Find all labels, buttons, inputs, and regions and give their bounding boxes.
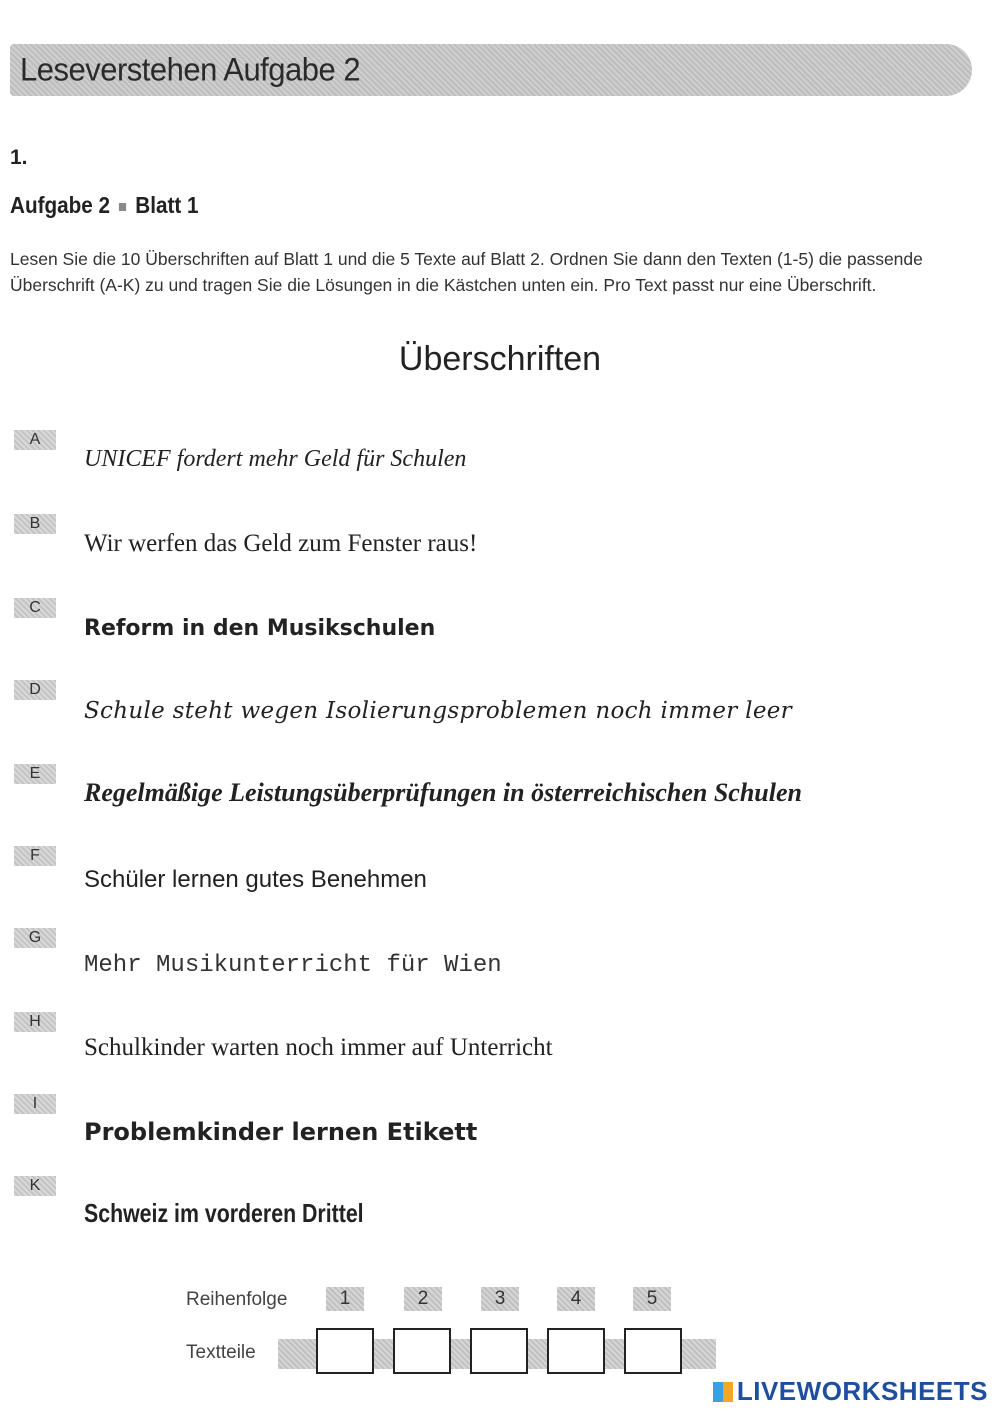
headline-a: UNICEF fordert mehr Geld für Schulen — [84, 446, 467, 472]
answer-box-3[interactable] — [470, 1328, 528, 1374]
headline-g: Mehr Musikunterricht für Wien — [84, 952, 502, 979]
task-heading — [10, 192, 199, 219]
headings-title: Überschriften — [398, 340, 602, 378]
order-number-5: 5 — [633, 1287, 671, 1311]
square-bullet-icon — [119, 203, 126, 211]
letter-label-k: K — [14, 1176, 56, 1196]
headline-b: Wir werfen das Geld zum Fenster raus! — [84, 530, 478, 557]
logo-text: LIVEWORKSHEETS — [736, 1376, 988, 1406]
order-label: Reihenfolge — [186, 1289, 288, 1310]
letter-label-h: H — [14, 1012, 56, 1032]
logo-mark-icon — [713, 1382, 733, 1402]
headline-i: Problemkinder lernen Etikett — [84, 1118, 478, 1146]
section-number: 1. — [10, 146, 28, 169]
parts-label: Textteile — [186, 1342, 256, 1363]
letter-label-e: E — [14, 764, 56, 784]
answer-box-2[interactable] — [393, 1328, 451, 1374]
letter-label-d: D — [14, 680, 56, 700]
headline-e: Regelmäßige Leistungsüberprüfungen in österreichischen Schulen — [84, 778, 802, 807]
order-number-4: 4 — [557, 1287, 595, 1311]
letter-label-i: I — [14, 1094, 56, 1114]
headline-c: Reform in den Musikschulen — [84, 616, 436, 641]
order-number-3: 3 — [481, 1287, 519, 1311]
letter-label-c: C — [14, 598, 56, 618]
order-number-1: 1 — [326, 1287, 364, 1311]
answer-box-4[interactable] — [547, 1328, 605, 1374]
liveworksheets-logo — [713, 1376, 988, 1407]
page-title: Leseverstehen Aufgabe 2 — [20, 51, 361, 88]
headline-k: Schweiz im vorderen Drittel — [84, 1198, 364, 1228]
letter-label-b: B — [14, 514, 56, 534]
sheet-label: Blatt 1 — [135, 192, 199, 218]
headline-f: Schüler lernen gutes Benehmen — [84, 866, 427, 893]
headline-d: Schule steht wegen Isolierungsproblemen noch immer leer — [84, 698, 792, 724]
instructions-text: Lesen Sie die 10 Überschriften auf Blatt 1 und die 5 Texte auf Blatt 2. Ordnen Sie dann den Texten (1-5) die passende Überschrift (A-K) zu und tragen Sie die Lösungen in die Kästchen unten ein. Pro Text passt nur eine Überschrift. — [10, 249, 923, 295]
task-label: Aufgabe 2 — [10, 192, 111, 218]
headline-h: Schulkinder warten noch immer auf Unterricht — [84, 1034, 553, 1061]
letter-label-f: F — [14, 846, 56, 866]
answer-box-1[interactable] — [316, 1328, 374, 1374]
order-number-2: 2 — [404, 1287, 442, 1311]
letter-label-a: A — [14, 430, 56, 450]
letter-label-g: G — [14, 928, 56, 948]
answer-box-5[interactable] — [624, 1328, 682, 1374]
